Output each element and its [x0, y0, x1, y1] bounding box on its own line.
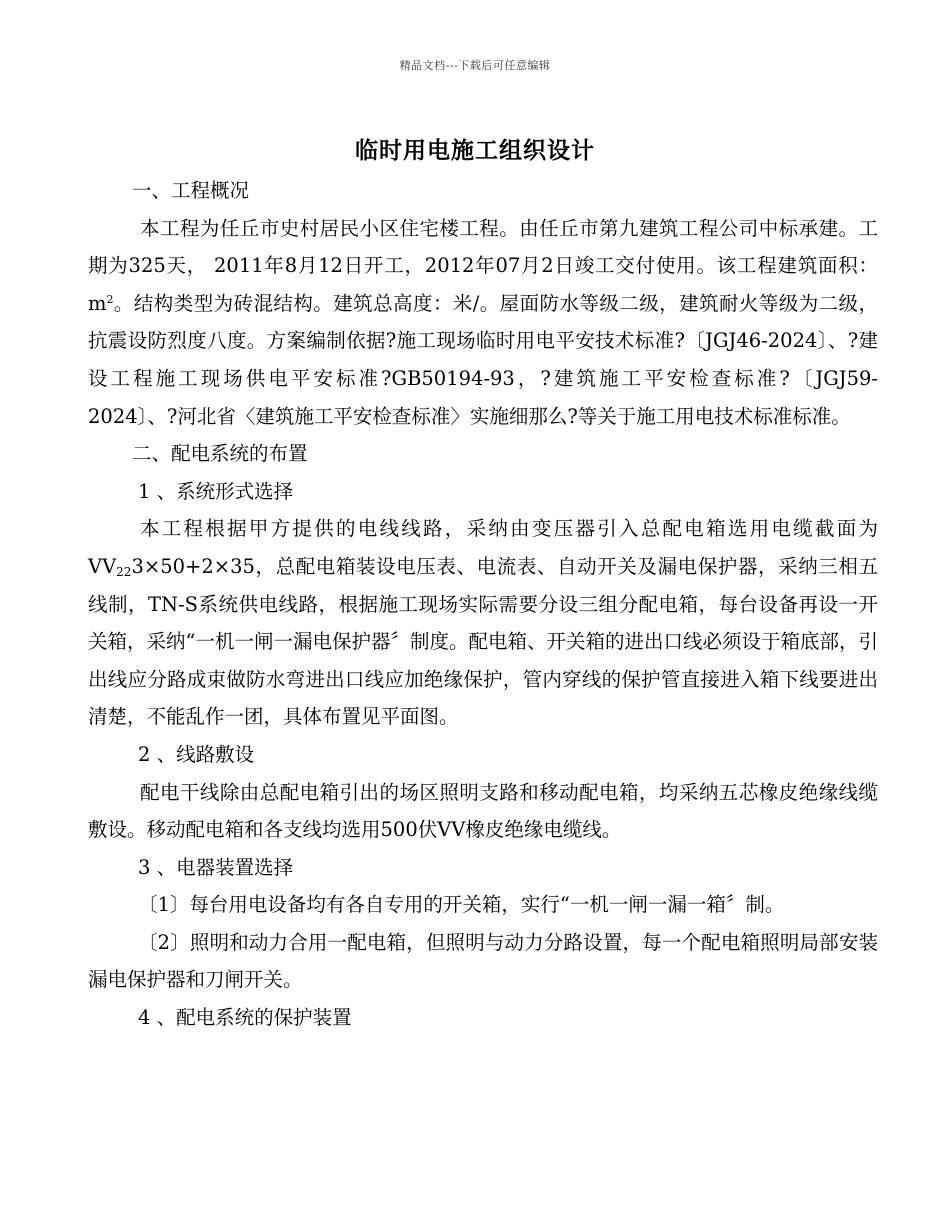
page-header-watermark: 精品文档---下载后可任意编辑	[399, 59, 551, 72]
overview-paragraph	[88, 210, 878, 436]
subsection-heading-line-laying: 2 、线路敷设	[138, 742, 255, 766]
device-selection-item-1: 〔1〕每台用电设备均有各自专用的开关箱，实行“一机一闸一漏一箱〞制。	[138, 893, 785, 917]
system-form-paragraph	[88, 510, 878, 736]
area-unit: m	[88, 291, 107, 315]
subsection-heading-device-selection: 3 、电器装置选择	[138, 855, 294, 879]
device-selection-item-2: 〔2〕照明和动力合用一配电箱，但照明与动力分路设置，每一个配电箱照明局部安装漏电保护器和刀闸开关。	[88, 930, 878, 992]
document-title: 临时用电施工组织设计	[355, 137, 595, 164]
section-heading-distribution: 二、配电系统的布置	[132, 442, 308, 466]
overview-text-rest: 。结构类型为砖混结构。建筑总高度：米/。屋面防水等级二级，建筑耐火等级为二级，抗震设防烈度八度。方案编制依据?施工现场临时用电平安技术标准?〔JGJ46-2024〕、?建设工程施工现场供电平安标准?GB50194-93，?建筑施工平安检查标准?〔JGJ59-2024〕、?河北省〈建筑施工平安检查标准〉实施细那么?等关于施工用电技术标准标准。	[88, 291, 878, 428]
cable-type-subscript: 22	[116, 564, 132, 579]
subsection-heading-system-form: 1 、系统形式选择	[138, 479, 294, 503]
overview-text: 本工程为任丘市史村居民小区住宅楼工程。由任丘市第九建筑工程公司中标承建。工期为325天， 2011年8月12日开工，2012年07月2日竣工交付使用。该工程建筑面积：	[88, 216, 878, 278]
subsection-heading-protection: 4 、配电系统的保护装置	[138, 1006, 352, 1030]
line-laying-paragraph: 配电干线除由总配电箱引出的场区照明支路和移动配电箱，均采纳五芯橡皮绝缘线缆敷设。移动配电箱和各支线均选用500伏VV橡皮绝缘电缆线。	[88, 780, 878, 842]
document-body	[88, 172, 878, 1037]
section-heading-overview: 一、工程概况	[132, 179, 250, 202]
system-form-text: 本工程根据甲方提供的电线线路，采纳由变压器引入总配电箱选用电缆截面为VV	[88, 517, 878, 578]
system-form-text-rest: 3×50+2×35，总配电箱装设电压表、电流表、自动开关及漏电保护器，采纳三相五线制，TN-S系统供电线路，根据施工现场实际需要分设三组分配电箱，每台设备再设一开关箱，采纳“一机一闸一漏电保护器〞制度。配电箱、开关箱的进出口线必须设于箱底部，引出线应分路成束做防水弯进出口线应加绝缘保护，管内穿线的保护管直接进入箱下线要进出清楚，不能乱作一团，具体布置见平面图。	[88, 554, 878, 729]
area-unit-superscript: 2	[106, 292, 114, 306]
